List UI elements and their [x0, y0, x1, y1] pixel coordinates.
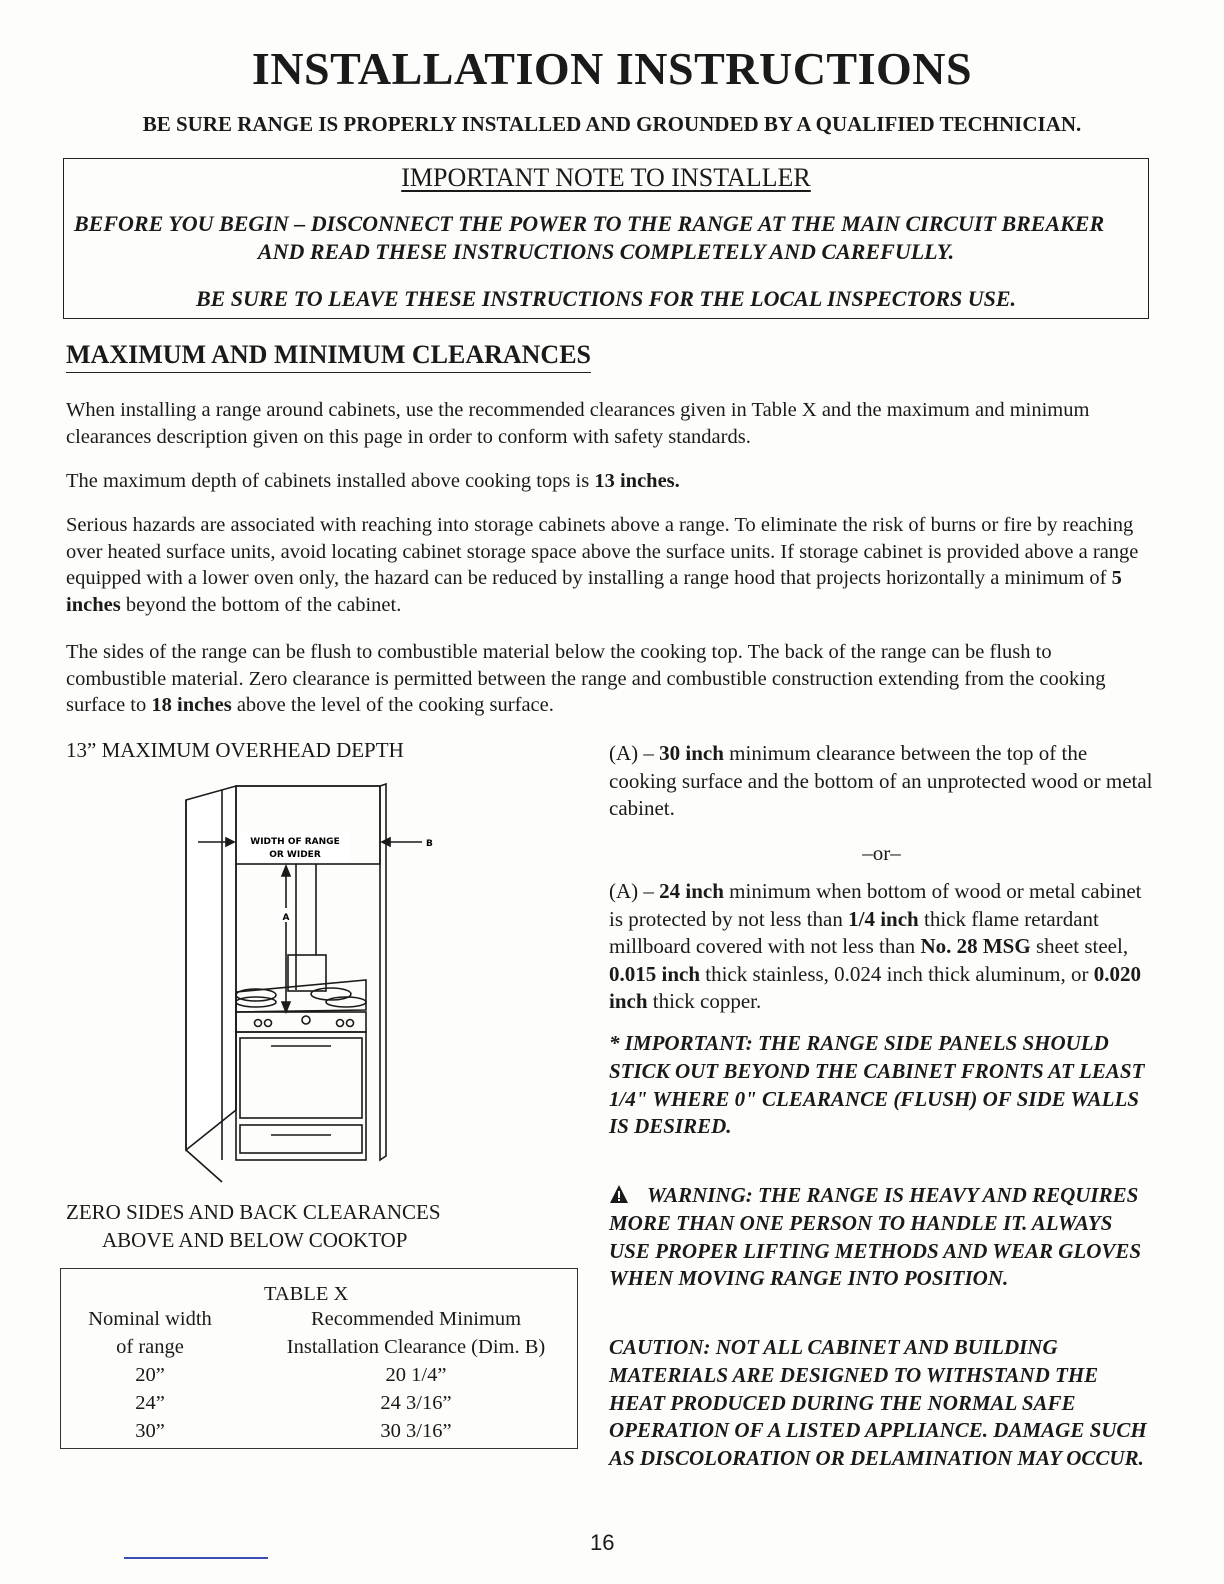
range-clearance-diagram: [176, 780, 448, 1190]
paragraph-max-depth: The maximum depth of cabinets installed above cooking tops is 13 inches.: [66, 470, 680, 492]
diagram-label-a: A: [282, 913, 290, 923]
table-row: 24 3/16”: [380, 1392, 452, 1414]
note-line-2: AND READ THESE INSTRUCTIONS COMPLETELY AND CAREFULLY.: [257, 239, 955, 264]
page-number: 16: [590, 1530, 615, 1555]
warning-icon: [609, 1184, 629, 1204]
diagram-caption: 13” MAXIMUM OVERHEAD DEPTH: [66, 738, 404, 762]
paragraph-intro: When installing a range around cabinets, use the recommended clearances given in Table X and the maximum and minimum clearances description given on this page in order to conform with safety standards.: [66, 399, 1090, 448]
clearance-a-24: (A) – 24 inch minimum when bottom of wood or metal cabinet is protected by not less than 1/4 inch thick flame retardant millboard covered with not less than No. 28 MSG sheet steel, 0.015 inch thick stainless, 0.024 inch thick aluminum, or 0.020 inch thick copper.: [609, 879, 1142, 1013]
page-subtitle: BE SURE RANGE IS PROPERLY INSTALLED AND GROUNDED BY A QUALIFIED TECHNICIAN.: [142, 112, 1082, 136]
bottom-divider: [124, 1557, 268, 1559]
table-row: 24”: [135, 1392, 165, 1414]
paragraph-flush-sides: The sides of the range can be flush to combustible material below the cooking top. The back of the range can be flush to combustible material. Zero clearance is permitted between the range and combustible construction extending from the cooking surface to 18 inches above the level of the cooking surface.: [66, 641, 1106, 716]
warning-note: WARNING: THE RANGE IS HEAVY AND REQUIRES MORE THAN ONE PERSON TO HANDLE IT. ALWAYS USE PROPER LIFTING METHODS AND WEAR GLOVES WHEN MOVING RANGE INTO POSITION.: [609, 1183, 1142, 1291]
table-width-values: [75, 1361, 225, 1445]
zero-clearance-caption: ZERO SIDES AND BACK CLEARANCES ABOVE AND BELOW COOKTOP: [66, 1200, 441, 1252]
diagram-label-width-2: OR WIDER: [269, 850, 321, 860]
caution-note: CAUTION: NOT ALL CABINET AND BUILDING MATERIALS ARE DESIGNED TO WITHSTAND THE HEAT PRODUCED DURING THE NORMAL SAFE OPERATION OF A LISTED APPLIANCE. DAMAGE SUCH AS DISCOLORATION OR DELAMINATION MAY OCCUR.: [609, 1335, 1147, 1471]
table-row: 30”: [135, 1420, 165, 1442]
or-separator: –or–: [862, 841, 901, 865]
paragraph-hazards: Serious hazards are associated with reaching into storage cabinets above a range. To eliminate the risk of burns or fire by reaching over heated surface units, avoid locating cabinet storage space above the surface units. If storage cabinet is provided above a range equipped with a lower oven only, the hazard can be reduced by installing a range hood that projects horizontally a minimum of 5 inches beyond the bottom of the cabinet.: [66, 514, 1139, 616]
important-note: * IMPORTANT: THE RANGE SIDE PANELS SHOULD STICK OUT BEYOND THE CABINET FRONTS AT LEAST 1/4" WHERE 0" CLEARANCE (FLUSH) OF SIDE WALLS IS DESIRED.: [609, 1031, 1145, 1139]
table-row: 20”: [135, 1364, 165, 1386]
table-clearance-values: [261, 1361, 571, 1445]
clearance-a-30: (A) – 30 inch minimum clearance between the top of the cooking surface and the bottom of an unprotected wood or metal cabinet.: [609, 741, 1153, 820]
diagram-label-b: B: [426, 839, 433, 849]
table-header-width: Nominal width of range: [88, 1308, 212, 1358]
page-title: INSTALLATION INSTRUCTIONS: [251, 43, 973, 94]
table-header-clearance: Recommended Minimum Installation Clearance (Dim. B): [286, 1308, 546, 1358]
diagram-label-width-1: WIDTH OF RANGE: [250, 837, 340, 847]
table-row: 30 3/16”: [380, 1420, 452, 1442]
note-line-3: BE SURE TO LEAVE THESE INSTRUCTIONS FOR THE LOCAL INSPECTORS USE.: [195, 286, 1017, 311]
table-row: 20 1/4”: [385, 1364, 447, 1386]
section-heading: MAXIMUM AND MINIMUM CLEARANCES: [66, 340, 591, 373]
clearance-table: [60, 1268, 578, 1449]
table-title: TABLE X: [264, 1283, 349, 1305]
note-title: IMPORTANT NOTE TO INSTALLER: [401, 163, 811, 192]
installer-note-box: [63, 158, 1149, 319]
note-line-1: BEFORE YOU BEGIN – DISCONNECT THE POWER TO THE RANGE AT THE MAIN CIRCUIT BREAKER: [74, 211, 1105, 236]
